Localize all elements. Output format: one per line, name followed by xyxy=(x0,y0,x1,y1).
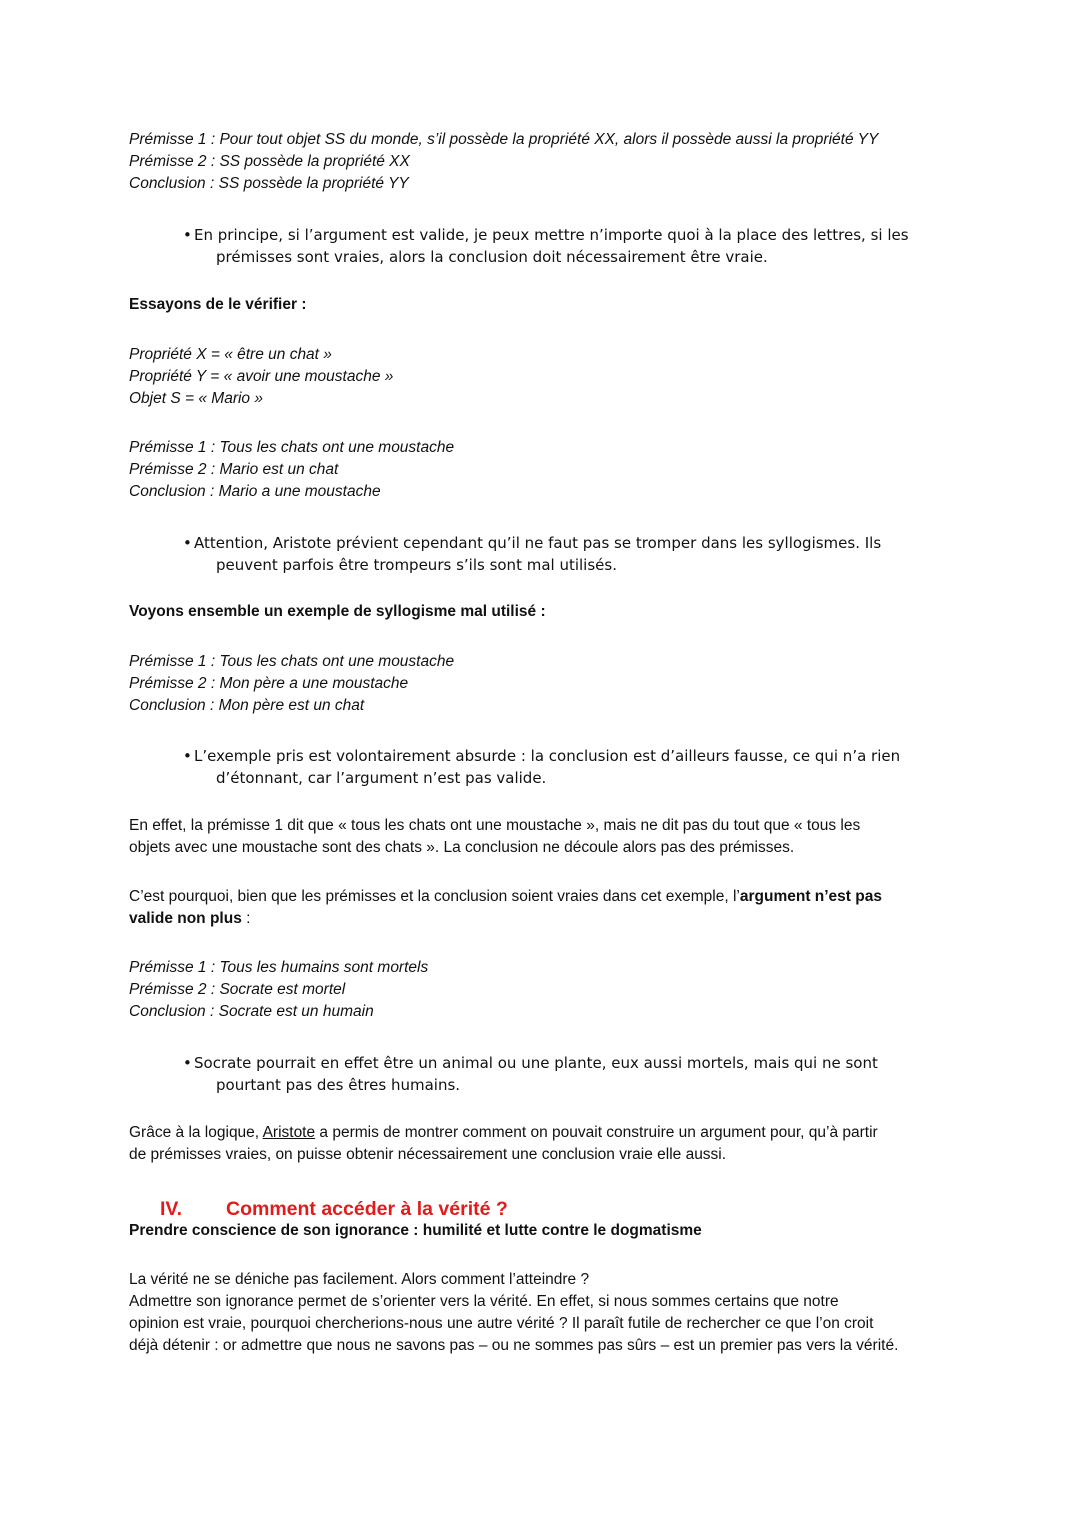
bullet-item-3 xyxy=(183,745,973,789)
block3-premise2: Prémisse 2 : Mon père a une moustache xyxy=(129,675,409,692)
bullet-item-2 xyxy=(183,532,973,576)
paragraph-text: : xyxy=(241,910,251,927)
paragraph-line: La vérité ne se déniche pas facilement. Alors comment l’atteindre ? xyxy=(129,1271,590,1288)
bullet-line: Socrate pourrait en effet être un animal ou une plante, eux aussi mortels, mais qui ne sont xyxy=(194,1054,878,1072)
property-y: Propriété Y = « avoir une moustache » xyxy=(129,368,394,385)
paragraph-line: objets avec une moustache sont des chats ». La conclusion ne découle alors pas des prémisses. xyxy=(129,839,795,856)
bullet-marker: • xyxy=(183,534,192,552)
bullet-item-1 xyxy=(183,224,973,268)
paragraph-bold: argument n’est pas xyxy=(739,888,882,905)
bullet-marker: • xyxy=(183,747,192,765)
paragraph-line: Admettre son ignorance permet de s’orienter vers la vérité. En effet, si nous sommes certains que notre xyxy=(129,1293,839,1310)
misuse-heading: Voyons ensemble un exemple de syllogisme mal utilisé : xyxy=(129,603,546,620)
block1-premise2: Prémisse 2 : SS possède la propriété XX xyxy=(129,153,410,170)
paragraph-line: En effet, la prémisse 1 dit que « tous les chats ont une moustache », mais ne dit pas du tout que « tous les xyxy=(129,817,861,834)
verify-heading: Essayons de le vérifier : xyxy=(129,296,307,313)
bullet-line: d’étonnant, car l’argument n’est pas valide. xyxy=(216,769,547,787)
paragraph-text: C’est pourquoi, bien que les prémisses et la conclusion soient vraies dans cet exemple, l’ xyxy=(129,888,740,905)
paragraph-text: a permis de montrer comment on pouvait construire un argument pour, qu’à partir xyxy=(315,1124,878,1141)
block2-premise2: Prémisse 2 : Mario est un chat xyxy=(129,461,339,478)
section-title: Comment accéder à la vérité ? xyxy=(226,1198,508,1220)
bullet-marker: • xyxy=(183,1054,192,1072)
property-x: Propriété X = « être un chat » xyxy=(129,346,332,363)
block2-premise1: Prémisse 1 : Tous les chats ont une moustache xyxy=(129,439,455,456)
paragraph-final xyxy=(129,1269,959,1357)
block4-premise2: Prémisse 2 : Socrate est mortel xyxy=(129,981,346,998)
bullet-line: L’exemple pris est volontairement absurde : la conclusion est d’ailleurs fausse, ce qui n’a rien xyxy=(194,747,901,765)
paragraph-line: de prémisses vraies, on puisse obtenir nécessairement une conclusion vraie elle aussi. xyxy=(129,1146,727,1163)
block1-premise1: Prémisse 1 : Pour tout objet SS du monde, s’il possède la propriété XX, alors il possède aussi la propriété YY xyxy=(129,131,879,148)
section-heading xyxy=(160,1196,508,1222)
object-s: Objet S = « Mario » xyxy=(129,390,263,407)
paragraph-text: Grâce à la logique, xyxy=(129,1124,263,1141)
bullet-line: En principe, si l’argument est valide, je peux mettre n’importe quoi à la place des lettres, si les xyxy=(194,226,909,244)
bullet-line: Attention, Aristote prévient cependant qu’il ne faut pas se tromper dans les syllogismes. Ils xyxy=(194,534,882,552)
paragraph-c-est-pourquoi xyxy=(129,886,959,930)
paragraph-line: opinion est vraie, pourquoi chercherions-nous une autre vérité ? Il paraît futile de rechercher ce que l’on croit xyxy=(129,1315,874,1332)
bullet-marker: • xyxy=(183,226,192,244)
paragraph-line: déjà détenir : or admettre que nous ne savons pas – ou ne sommes pas sûrs – est un premier pas vers la vérité. xyxy=(129,1337,899,1354)
block1-conclusion: Conclusion : SS possède la propriété YY xyxy=(129,175,409,192)
block2-conclusion: Conclusion : Mario a une moustache xyxy=(129,483,381,500)
bullet-item-4 xyxy=(183,1052,973,1096)
bullet-line: prémisses sont vraies, alors la conclusion doit nécessairement être vraie. xyxy=(216,248,768,266)
section-subtitle: Prendre conscience de son ignorance : humilité et lutte contre le dogmatisme xyxy=(129,1222,702,1239)
block3-conclusion: Conclusion : Mon père est un chat xyxy=(129,697,365,714)
block4-premise1: Prémisse 1 : Tous les humains sont mortels xyxy=(129,959,429,976)
paragraph-bold: valide non plus xyxy=(129,910,242,927)
aristote-link[interactable]: Aristote xyxy=(262,1124,316,1141)
block4-conclusion: Conclusion : Socrate est un humain xyxy=(129,1003,374,1020)
bullet-line: peuvent parfois être trompeurs s’ils sont mal utilisés. xyxy=(216,556,617,574)
paragraph-logique xyxy=(129,1122,959,1166)
section-number: IV. xyxy=(160,1198,183,1220)
block3-premise1: Prémisse 1 : Tous les chats ont une moustache xyxy=(129,653,455,670)
bullet-line: pourtant pas des êtres humains. xyxy=(216,1076,461,1094)
paragraph-en-effet xyxy=(129,815,959,859)
